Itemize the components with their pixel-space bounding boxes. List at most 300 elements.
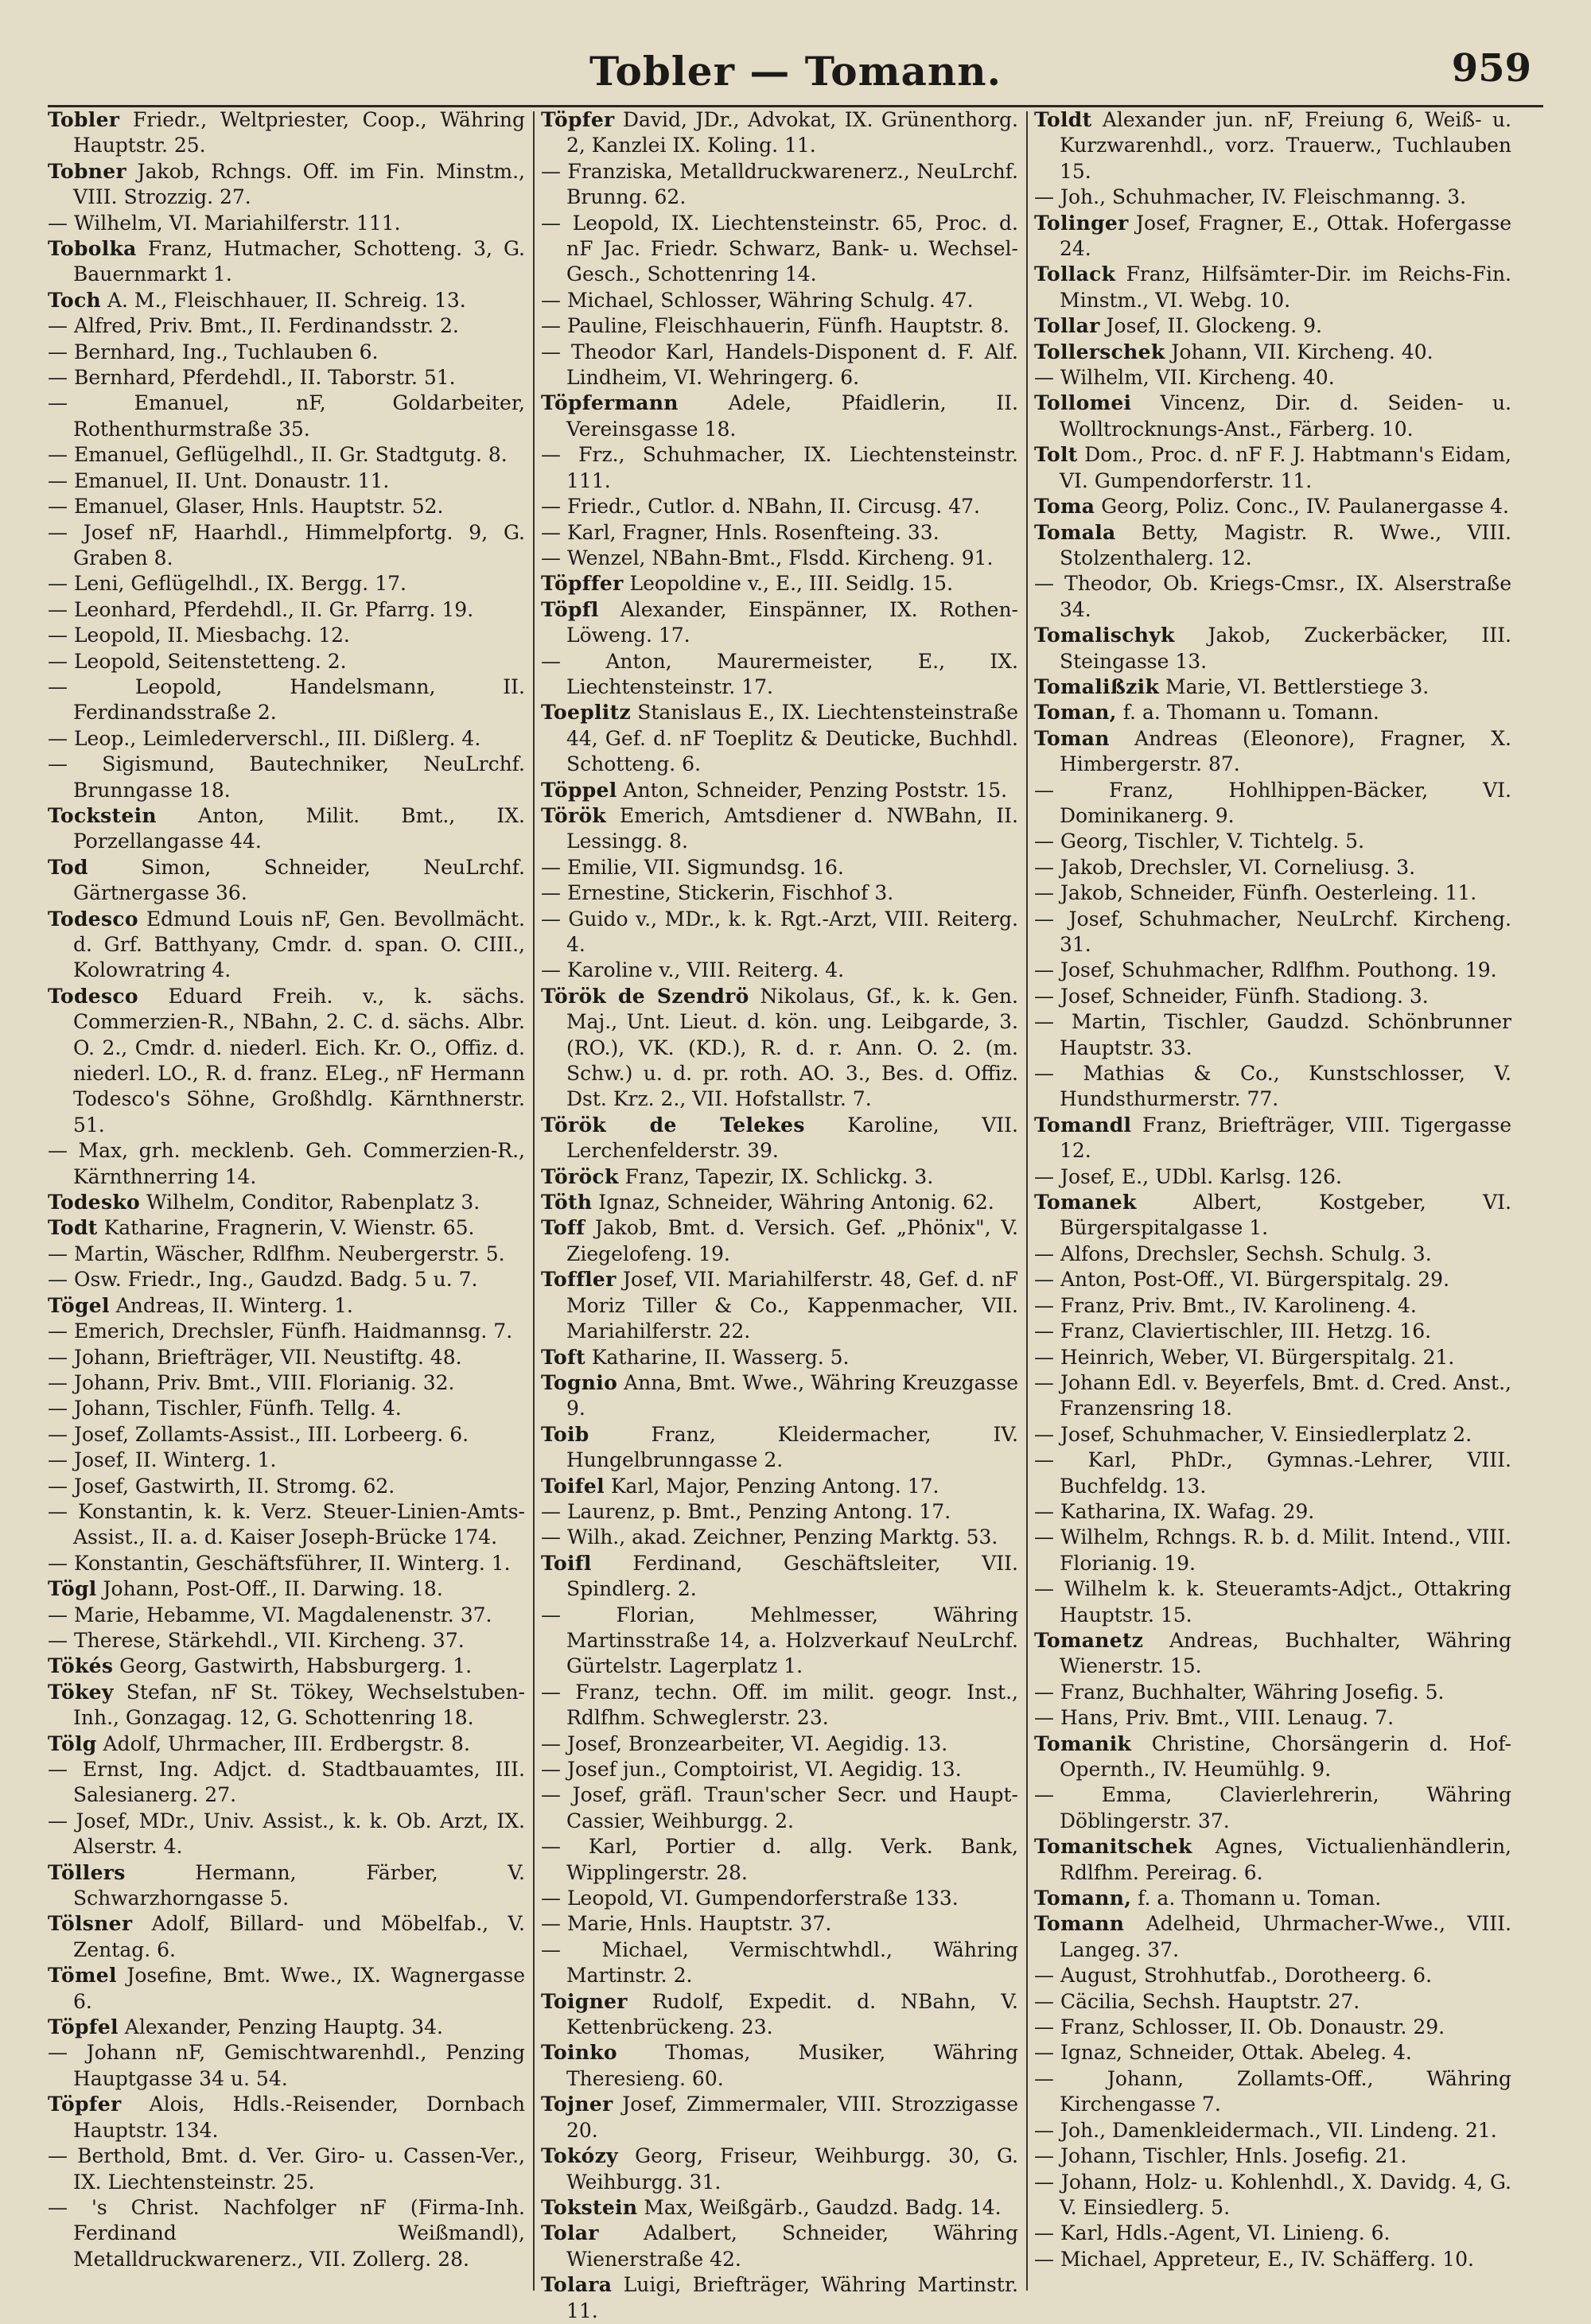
entry-text: — Leop., Leimlederverschl., III. Dißlerg. 4.: [48, 726, 481, 750]
entry-text: Franz, Hutmacher, Schotteng. 3, G. Bauernmarkt 1.: [73, 237, 525, 286]
entry-text: — Pauline, Fleischhauerin, Fünfh. Hauptstr. 8.: [541, 314, 1009, 338]
directory-entry: [48, 1396, 525, 1421]
entry-text: — Therese, Stärkehdl., VII. Kircheng. 37.: [48, 1628, 465, 1652]
entry-text: — Emilie, VII. Sigmundsg. 16.: [541, 855, 844, 879]
entry-text: — Karl, Fragner, Hnls. Rosenfteing. 33.: [541, 520, 939, 544]
directory-entry: [541, 1937, 1018, 1989]
directory-entry: [48, 597, 525, 623]
entry-surname: Tomanetz: [1034, 1628, 1144, 1652]
entry-text: Adele, Pfaidlerin, II. Vereinsgasse 18.: [566, 391, 1018, 441]
entry-text: Andreas, Buchhalter, Währing Wienerstr. 15.: [1060, 1628, 1511, 1678]
entry-surname: Töröck: [541, 1164, 619, 1188]
entry-surname: Töpfermann: [541, 391, 679, 415]
directory-entry: [541, 2272, 1018, 2324]
entry-surname: Tokstein: [541, 2195, 638, 2219]
directory-entry: [541, 2092, 1018, 2143]
entry-text: Dom., Proc. d. nF F. J. Habtmann's Eidam, VI. Gumpendorferstr. 11.: [1060, 443, 1511, 492]
directory-entry: [541, 597, 1018, 649]
entry-surname: Töppel: [541, 778, 617, 802]
entry-text: — Berthold, Bmt. d. Ver. Giro- u. Cassen-Ver., IX. Liechtensteinstr. 25.: [48, 2144, 525, 2194]
directory-entry: [48, 2195, 525, 2272]
directory-entry: [1034, 623, 1511, 674]
directory-entry: [1034, 2015, 1511, 2040]
entry-text: Anton, Milit. Bmt., IX. Porzellangasse 44.: [73, 803, 525, 853]
directory-entry: [1034, 674, 1511, 700]
entry-text: — Marie, Hebamme, VI. Magdalenenstr. 37.: [48, 1603, 492, 1626]
entry-text: — Franz, Priv. Bmt., IV. Karolineng. 4.: [1034, 1293, 1417, 1317]
entry-text: — Martin, Wäscher, Rdlfhm. Neubergerstr. 5.: [48, 1242, 505, 1265]
entry-text: — Emanuel, II. Unt. Donaustr. 11.: [48, 468, 390, 492]
entry-text: — Theodor, Ob. Kriegs-Cmsr., IX. Alserstraße 34.: [1034, 572, 1511, 621]
entry-surname: Toman,: [1034, 701, 1117, 725]
entry-text: Christine, Chorsängerin d. Hof-Opernth., IV. Heumühlg. 9.: [1060, 1731, 1511, 1781]
directory-entry: [1034, 726, 1511, 778]
entry-text: Anna, Bmt. Wwe., Währing Kreuzgasse 9.: [566, 1370, 1018, 1420]
directory-entry: [541, 1474, 1018, 1499]
directory-entry: [1034, 1009, 1511, 1061]
directory-entry: [541, 159, 1018, 211]
entry-text: — Wilh., akad. Zeichner, Penzing Marktg. 53.: [541, 1525, 998, 1549]
directory-entry: [541, 778, 1018, 803]
entry-text: Katharine, II. Wasserg. 5.: [585, 1345, 850, 1369]
directory-entry: [1034, 211, 1511, 262]
directory-entry: [541, 211, 1018, 288]
entry-text: — Michael, Appreteur, E., IV. Schäfferg. 10.: [1034, 2247, 1474, 2271]
entry-surname: Töllers: [48, 1860, 126, 1884]
entry-text: — Leopold, Handelsmann, II. Ferdinandsstraße 2.: [48, 674, 525, 725]
directory-entry: [1034, 571, 1511, 623]
entry-text: — Josef, Schuhmacher, V. Einsiedlerplatz 2.: [1034, 1422, 1472, 1446]
directory-entry: [541, 984, 1018, 1113]
directory-entry: [541, 1782, 1018, 1834]
entry-text: — Johann, Tischler, Fünfh. Tellg. 4.: [48, 1397, 402, 1420]
entry-surname: Toinko: [541, 2041, 617, 2065]
entry-text: — Johann, Priv. Bmt., VIII. Florianig. 32.: [48, 1370, 455, 1394]
entry-surname: Tollerschek: [1034, 340, 1165, 363]
entry-text: — Franz, Schlosser, II. Ob. Donaustr. 29.: [1034, 2015, 1445, 2039]
directory-entry: [541, 2143, 1018, 2195]
directory-entry: [48, 391, 525, 442]
directory-entry: [541, 1370, 1018, 1422]
entry-text: — Guido v., MDr., k. k. Rgt.-Arzt, VIII. Reiterg. 4.: [541, 907, 1018, 956]
directory-entry: [48, 1370, 525, 1396]
entry-text: — Sigismund, Bautechniker, NeuLrchf. Brunngasse 18.: [48, 752, 525, 802]
directory-entry: [48, 494, 525, 519]
entry-surname: Török de Szendrö: [541, 984, 749, 1008]
entry-text: — Josef, gräfl. Traun'scher Secr. und Haupt-Cassier, Weihburgg. 2.: [541, 1783, 1018, 1832]
directory-entry: [541, 494, 1018, 519]
entry-text: — Leonhard, Pferdehdl., II. Gr. Pfarrg. 19.: [48, 597, 474, 621]
directory-entry: [48, 571, 525, 597]
entry-text: Adalbert, Schneider, Währing Wienerstraße 42.: [566, 2221, 1018, 2271]
entry-text: — Josef, Schuhmacher, NeuLrchf. Kircheng. 31.: [1034, 907, 1511, 956]
entry-text: Alexander, Penzing Hauptg. 34.: [118, 2015, 443, 2039]
entry-text: — Emerich, Drechsler, Fünfh. Haidmannsg. 7.: [48, 1319, 513, 1343]
entry-text: — Franz, Claviertischler, III. Hetzg. 16.: [1034, 1319, 1432, 1343]
directory-entry: [1034, 1164, 1511, 1190]
directory-entry: [541, 571, 1018, 597]
directory-entry: [48, 1860, 525, 1912]
directory-entry: [541, 907, 1018, 958]
entry-text: — Cäcilia, Sechsh. Hauptstr. 27.: [1034, 1989, 1360, 2013]
entry-text: — Georg, Tischler, V. Tichtelg. 5.: [1034, 830, 1365, 853]
entry-text: — Ernst, Ing. Adjct. d. Stadtbauamtes, III. Salesianerg. 27.: [48, 1758, 525, 1807]
directory-entry: [541, 107, 1018, 159]
directory-entry: [1034, 365, 1511, 391]
directory-entry: [48, 211, 525, 236]
entry-text: — Marie, Hnls. Hauptstr. 37.: [541, 1912, 832, 1936]
entry-text: Vincenz, Dir. d. Seiden- u. Wolltrocknungs-Anst., Färberg. 10.: [1060, 391, 1511, 441]
entry-text: — Karl, PhDr., Gymnas.-Lehrer, VIII. Buchfeldg. 13.: [1034, 1448, 1511, 1498]
entry-surname: Tomann: [1034, 1912, 1125, 1936]
directory-entry: [541, 1164, 1018, 1190]
entry-surname: Török de Telekes: [541, 1113, 805, 1137]
directory-entry: [48, 1345, 525, 1370]
entry-text: — Michael, Schlosser, Währing Schulg. 47.: [541, 288, 974, 312]
entry-surname: Toff: [541, 1216, 585, 1240]
column-divider: [1026, 111, 1028, 2291]
page-number: 959: [1451, 46, 1531, 91]
directory-entry: [541, 2195, 1018, 2221]
directory-entry: [1034, 1319, 1511, 1344]
directory-entry: [541, 340, 1018, 391]
entry-text: Thomas, Musiker, Währing Theresieng. 60.: [566, 2041, 1018, 2090]
entry-text: Jakob, Rchngs. Off. im Fin. Minstm., VIII. Strozzig. 27.: [73, 159, 525, 209]
entry-text: Josef, II. Glockeng. 9.: [1099, 314, 1322, 338]
entry-text: Franz, Hilfsämter-Dir. im Reichs-Fin. Minstm., VI. Webg. 10.: [1060, 262, 1511, 312]
entry-text: Karoline, VII. Lerchenfelderstr. 39.: [566, 1113, 1018, 1163]
entry-text: — Johann, Zollamts-Off., Währing Kirchengasse 7.: [1034, 2066, 1511, 2116]
entry-text: — Katharina, IX. Wafag. 29.: [1034, 1499, 1315, 1523]
directory-entry: [541, 1422, 1018, 1474]
entry-text: — 's Christ. Nachfolger nF (Firma-Inh. Ferdinand Weißmandl), Metalldruckwarenerz., VII. Zollerg. 28.: [48, 2195, 525, 2271]
entry-surname: Tockstein: [48, 803, 157, 827]
directory-entry: [1034, 958, 1511, 983]
entry-surname: Toifl: [541, 1551, 592, 1575]
directory-entry: [1034, 2170, 1511, 2221]
directory-entry: [48, 726, 525, 752]
entry-surname: Tomanik: [1034, 1731, 1132, 1755]
entry-text: — Franz, Hohlhippen-Bäcker, VI. Dominikanerg. 9.: [1034, 778, 1511, 827]
directory-entry: [541, 855, 1018, 880]
entry-text: — Wilhelm k. k. Steueramts-Adjct., Ottakring Hauptstr. 15.: [1034, 1577, 1511, 1626]
entry-surname: Tolar: [541, 2221, 599, 2245]
directory-entry: [541, 1731, 1018, 1757]
entry-text: — Osw. Friedr., Ing., Gaudzd. Badg. 5 u. 7.: [48, 1268, 478, 1292]
entry-text: — Theodor Karl, Handels-Disponent d. F. Alf. Lindheim, VI. Wehringerg. 6.: [541, 340, 1018, 390]
entry-surname: Toma: [1034, 495, 1095, 519]
entry-surname: Töpffer: [541, 572, 624, 596]
directory-entry: [1034, 2040, 1511, 2066]
entry-text: Katharine, Fragnerin, V. Wienstr. 65.: [97, 1216, 475, 1240]
entry-text: — Ignaz, Schneider, Ottak. Abeleg. 4.: [1034, 2041, 1412, 2065]
directory-entry: [1034, 262, 1511, 313]
entry-surname: Tognio: [541, 1370, 618, 1394]
entry-text: Eduard Freih. v., k. sächs. Commerzien-R., NBahn, 2. C. d. sächs. Albr. O. 2., Cmdr. d. niederl. Eich. Kr. O., Offiz. d. niederl. LO., R. d. franz. ELeg., nF Hermann Todesco's Söhne, Großhdlg. Kärnthnerstr. 51.: [73, 984, 525, 1137]
directory-entry: [48, 236, 525, 288]
directory-entry: [48, 1551, 525, 1576]
entry-text: — Josef, Gastwirth, II. Stromg. 62.: [48, 1474, 395, 1498]
entry-surname: Tomandl: [1034, 1113, 1132, 1137]
directory-entry: [541, 1757, 1018, 1782]
directory-entry: [541, 442, 1018, 494]
directory-entry: [48, 1757, 525, 1809]
directory-entry: [48, 2143, 525, 2195]
directory-entry: [1034, 1293, 1511, 1319]
directory-entry: [541, 1603, 1018, 1680]
directory-entry: [48, 1422, 525, 1448]
directory-entry: [48, 340, 525, 365]
directory-entry: [1034, 1422, 1511, 1448]
entry-text: — Franz, techn. Off. im milit. geogr. Inst., Rdlfhm. Schweglerstr. 23.: [541, 1680, 1018, 1730]
directory-entry: [1034, 1680, 1511, 1705]
entry-text: — Josef nF, Haarhdl., Himmelpfortg. 9, G. Graben 8.: [48, 520, 525, 569]
entry-surname: Töpfl: [541, 597, 599, 621]
entry-surname: Tollar: [1034, 314, 1100, 338]
directory-entry: [541, 649, 1018, 701]
entry-surname: Tolinger: [1034, 211, 1129, 235]
directory-entry: [48, 313, 525, 339]
entry-text: Josef, VII. Mariahilferstr. 48, Gef. d. nF Moriz Tiller & Co., Kappenmacher, VII. Mariahilferstr. 22.: [566, 1268, 1018, 1343]
entry-text: Alois, Hdls.-Reisender, Dornbach Hauptstr. 134.: [73, 2093, 525, 2142]
directory-entry: [541, 1989, 1018, 2041]
directory-entry: [48, 1654, 525, 1679]
entry-text: — Friedr., Cutlor. d. NBahn, II. Circusg. 47.: [541, 495, 980, 519]
directory-entry: [1034, 1782, 1511, 1834]
entry-text: — Leopold, II. Miesbachg. 12.: [48, 624, 350, 647]
directory-entry: [48, 1603, 525, 1628]
entry-text: Alexander, Einspänner, IX. Rothen-Löweng. 17.: [566, 597, 1018, 647]
directory-entry: [48, 674, 525, 726]
entry-text: — Wilhelm, VI. Mariahilferstr. 111.: [48, 211, 401, 235]
entry-text: — Johann, Tischler, Hnls. Josefig. 21.: [1034, 2144, 1407, 2168]
entry-surname: Todesko: [48, 1191, 140, 1214]
entry-text: Simon, Schneider, NeuLrchf. Gärtnergasse 36.: [73, 855, 525, 905]
directory-entry: [1034, 1061, 1511, 1113]
entry-text: — Leopold, IX. Liechtensteinstr. 65, Proc. d. nF Jac. Friedr. Schwarz, Bank- u. Wechsel-Gesch., Schottenring 14.: [541, 211, 1018, 286]
entry-text: — Emanuel, nF, Goldarbeiter, Rothenthurmstraße 35.: [48, 391, 525, 441]
entry-text: — Alfred, Priv. Bmt., II. Ferdinandsstr. 2.: [48, 314, 459, 338]
entry-text: — Josef, Zollamts-Assist., III. Lorbeerg. 6.: [48, 1422, 469, 1446]
entry-text: — Jakob, Schneider, Fünfh. Oesterleing. 11.: [1034, 881, 1477, 905]
entry-text: — Leni, Geflügelhdl., IX. Bergg. 17.: [48, 572, 407, 596]
directory-entry: [48, 752, 525, 803]
directory-entry: [1034, 1963, 1511, 1988]
directory-entry: [48, 1628, 525, 1654]
entry-text: — Heinrich, Weber, VI. Bürgerspitalg. 21.: [1034, 1345, 1455, 1369]
directory-entry: [48, 1293, 525, 1319]
directory-entry: [48, 1499, 525, 1551]
directory-entry: [48, 159, 525, 211]
entry-text: — Johann nF, Gemischtwarenhdl., Penzing Hauptgasse 34 u. 54.: [48, 2041, 525, 2090]
entry-text: Agnes, Victualienhändlerin, Rdlfhm. Pereirag. 6.: [1060, 1835, 1511, 1884]
entry-surname: Töpfel: [48, 2015, 119, 2039]
entry-surname: Tobler: [48, 108, 120, 131]
entry-text: — Josef jun., Comptoirist, VI. Aegidig. 13.: [541, 1758, 962, 1781]
directory-entry: [1034, 1911, 1511, 1963]
entry-text: Max, Weißgärb., Gaudzd. Badg. 14.: [637, 2195, 1002, 2219]
entry-text: — Martin, Tischler, Gaudzd. Schönbrunner Hauptstr. 33.: [1034, 1010, 1511, 1059]
directory-entry: [48, 107, 525, 159]
entry-surname: Tölg: [48, 1731, 97, 1755]
directory-entry: [541, 1886, 1018, 1911]
directory-entry: [48, 1963, 525, 2015]
directory-entry: [48, 1576, 525, 1602]
entry-text: — Wilhelm, VII. Kircheng. 40.: [1034, 366, 1335, 390]
directory-entry: [1034, 520, 1511, 572]
entry-surname: Toldt: [1034, 108, 1092, 131]
entry-text: Edmund Louis nF, Gen. Bevollmächt. d. Grf. Batthyany, Cmdr. d. span. O. CIII., Kolowratring 4.: [73, 907, 525, 982]
entry-surname: Tögel: [48, 1293, 110, 1317]
entry-text: — Josef, Schuhmacher, Rdlfhm. Pouthong. 19.: [1034, 958, 1497, 982]
directory-entry: [48, 1474, 525, 1499]
directory-entry: [48, 442, 525, 468]
directory-entry: [48, 984, 525, 1138]
entry-text: — Konstantin, Geschäftsführer, II. Winterg. 1.: [48, 1551, 511, 1575]
column-divider: [533, 111, 535, 2291]
entry-text: — Karl, Portier d. allg. Verk. Bank, Wipplingerstr. 28.: [541, 1835, 1018, 1884]
entry-text: Luigi, Briefträger, Währing Martinstr. 11.: [566, 2273, 1018, 2322]
directory-entry: [48, 1911, 525, 1963]
entry-surname: Todesco: [48, 984, 138, 1008]
directory-entry: [1034, 494, 1511, 519]
directory-entry: [1034, 1242, 1511, 1267]
entry-text: A. M., Fleischhauer, II. Schreig. 13.: [101, 288, 466, 312]
directory-entry: [1034, 340, 1511, 365]
directory-entry: [541, 391, 1018, 442]
directory-entry: [1034, 984, 1511, 1009]
directory-entry: [1034, 907, 1511, 958]
entry-text: Albert, Kostgeber, VI. Bürgerspitalgasse 1.: [1060, 1191, 1511, 1240]
entry-text: Ignaz, Schneider, Währing Antonig. 62.: [592, 1191, 994, 1214]
entry-text: Josef, Zimmermaler, VIII. Strozzigasse 20.: [566, 2093, 1018, 2142]
entry-text: — Josef, Schneider, Fünfh. Stadiong. 3.: [1034, 984, 1429, 1008]
entry-text: Jakob, Bmt. d. Versich. Gef. „Phönix", V. Ziegelofeng. 19.: [566, 1216, 1018, 1265]
entry-text: Adolf, Uhrmacher, III. Erdbergstr. 8.: [96, 1731, 470, 1755]
entry-surname: Töpfer: [48, 2093, 122, 2116]
directory-entry: [48, 907, 525, 984]
entry-text: — Karoline v., VIII. Reiterg. 4.: [541, 958, 845, 982]
entry-text: — Johann, Briefträger, VII. Neustiftg. 48.: [48, 1345, 462, 1369]
entry-text: Anton, Schneider, Penzing Poststr. 15.: [617, 778, 1008, 802]
entry-text: — Laurenz, p. Bmt., Penzing Antong. 17.: [541, 1499, 951, 1523]
entry-text: — Emanuel, Glaser, Hnls. Hauptstr. 52.: [48, 495, 444, 519]
entry-surname: Tökés: [48, 1654, 114, 1678]
entry-surname: Toch: [48, 288, 102, 312]
entry-text: — Joh., Damenkleidermach., VII. Lindeng. 21.: [1034, 2118, 1497, 2142]
entry-text: Ferdinand, Geschäftsleiter, VII. Spindlerg. 2.: [566, 1551, 1018, 1601]
directory-entry: [48, 2015, 525, 2040]
entry-text: Stanislaus E., IX. Liechtensteinstraße 44, Gef. d. nF Toeplitz & Deuticke, Buchhdl. Schotteng. 6.: [566, 701, 1018, 776]
entry-surname: Tomala: [1034, 520, 1116, 544]
directory-entry: [541, 1911, 1018, 1937]
directory-entry: [541, 1215, 1018, 1267]
directory-entry: [541, 1525, 1018, 1550]
entry-surname: Tobolka: [48, 237, 137, 261]
entry-surname: Tökey: [48, 1680, 114, 1704]
entry-text: Wilhelm, Conditor, Rabenplatz 3.: [139, 1191, 480, 1214]
directory-column-3: [1034, 107, 1511, 2295]
directory-entry: [48, 1138, 525, 1190]
entry-surname: Tokózy: [541, 2144, 618, 2168]
directory-entry: [541, 880, 1018, 906]
entry-text: — Josef, II. Winterg. 1.: [48, 1448, 277, 1472]
directory-entry: [541, 1190, 1018, 1215]
entry-text: Josefine, Bmt. Wwe., IX. Wagnergasse 6.: [73, 1964, 525, 2013]
directory-entry: [541, 958, 1018, 983]
entry-text: Franz, Kleidermacher, IV. Hungelbrunngasse 2.: [566, 1422, 1018, 1472]
entry-text: Josef, Fragner, E., Ottak. Hofergasse 24.: [1060, 211, 1511, 261]
directory-entry: [1034, 107, 1511, 185]
directory-entry: [1034, 2066, 1511, 2118]
directory-column-1: [48, 107, 525, 2295]
entry-text: Karl, Major, Penzing Antong. 17.: [604, 1474, 939, 1498]
entry-surname: Tomann,: [1034, 1887, 1132, 1910]
directory-entry: [1034, 1525, 1511, 1576]
entry-surname: Toft: [541, 1345, 585, 1369]
directory-entry: [1034, 1190, 1511, 1242]
directory-entry: [1034, 2247, 1511, 2272]
entry-text: — Alfons, Drechsler, Sechsh. Schulg. 3.: [1034, 1242, 1432, 1265]
entry-text: — Joh., Schuhmacher, IV. Fleischmanng. 3.: [1034, 185, 1467, 209]
entry-surname: Toeplitz: [541, 701, 631, 725]
page-header: [0, 41, 1591, 105]
directory-entry: [48, 1242, 525, 1267]
entry-text: — Wilhelm, Rchngs. R. b. d. Milit. Intend., VIII. Florianig. 19.: [1034, 1525, 1511, 1575]
entry-text: Friedr., Weltpriester, Coop., Währing Hauptstr. 25.: [73, 108, 525, 157]
entry-text: Andreas, II. Winterg. 1.: [109, 1293, 353, 1317]
directory-entry: [1034, 313, 1511, 339]
directory-entry: [1034, 2143, 1511, 2169]
directory-entry: [541, 1267, 1018, 1344]
entry-surname: Toigner: [541, 1989, 628, 2013]
directory-entry: [48, 520, 525, 572]
entry-text: — Hans, Priv. Bmt., VIII. Lenaug. 7.: [1034, 1706, 1395, 1730]
directory-entry: [48, 365, 525, 391]
entry-surname: Töpfer: [541, 108, 615, 131]
entry-text: — Konstantin, k. k. Verz. Steuer-Linien-Amts-Assist., II. a. d. Kaiser Joseph-Brücke 174.: [48, 1499, 525, 1549]
entry-surname: Todt: [48, 1216, 98, 1240]
entry-text: — Josef, E., UDbl. Karlsg. 126.: [1034, 1164, 1342, 1188]
directory-entry: [48, 1190, 525, 1215]
entry-surname: Tomalischyk: [1034, 624, 1175, 647]
entry-text: — Franziska, Metalldruckwarenerz., NeuLrchf. Brunng. 62.: [541, 159, 1018, 209]
directory-entry: [1034, 1113, 1511, 1164]
directory-entry: [541, 313, 1018, 339]
entry-text: — Anton, Post-Off., VI. Bürgerspitalg. 29.: [1034, 1268, 1450, 1292]
entry-text: — Leopold, VI. Gumpendorferstraße 133.: [541, 1887, 959, 1910]
directory-entry: [48, 2092, 525, 2143]
directory-entry: [1034, 2118, 1511, 2143]
entry-surname: Todesco: [48, 907, 138, 931]
entry-text: Johann, VII. Kircheng. 40.: [1165, 340, 1433, 363]
directory-entry: [541, 546, 1018, 571]
directory-entry: [48, 623, 525, 648]
entry-text: f. a. Thomann u. Tomann.: [1116, 701, 1379, 725]
directory-entry: [541, 2221, 1018, 2272]
entry-surname: Toffler: [541, 1268, 617, 1292]
directory-entry: [1034, 700, 1511, 725]
entry-text: — Karl, Hdls.-Agent, VI. Linieng. 6.: [1034, 2221, 1391, 2245]
directory-entry: [541, 803, 1018, 855]
directory-entry: [1034, 829, 1511, 854]
entry-surname: Tollack: [1034, 262, 1116, 286]
directory-entry: [1034, 1499, 1511, 1525]
directory-entry: [1034, 1345, 1511, 1370]
directory-entry: [48, 2040, 525, 2092]
entry-text: Franz, Tapezir, IX. Schlickg. 3.: [618, 1164, 934, 1188]
directory-entry: [1034, 185, 1511, 210]
